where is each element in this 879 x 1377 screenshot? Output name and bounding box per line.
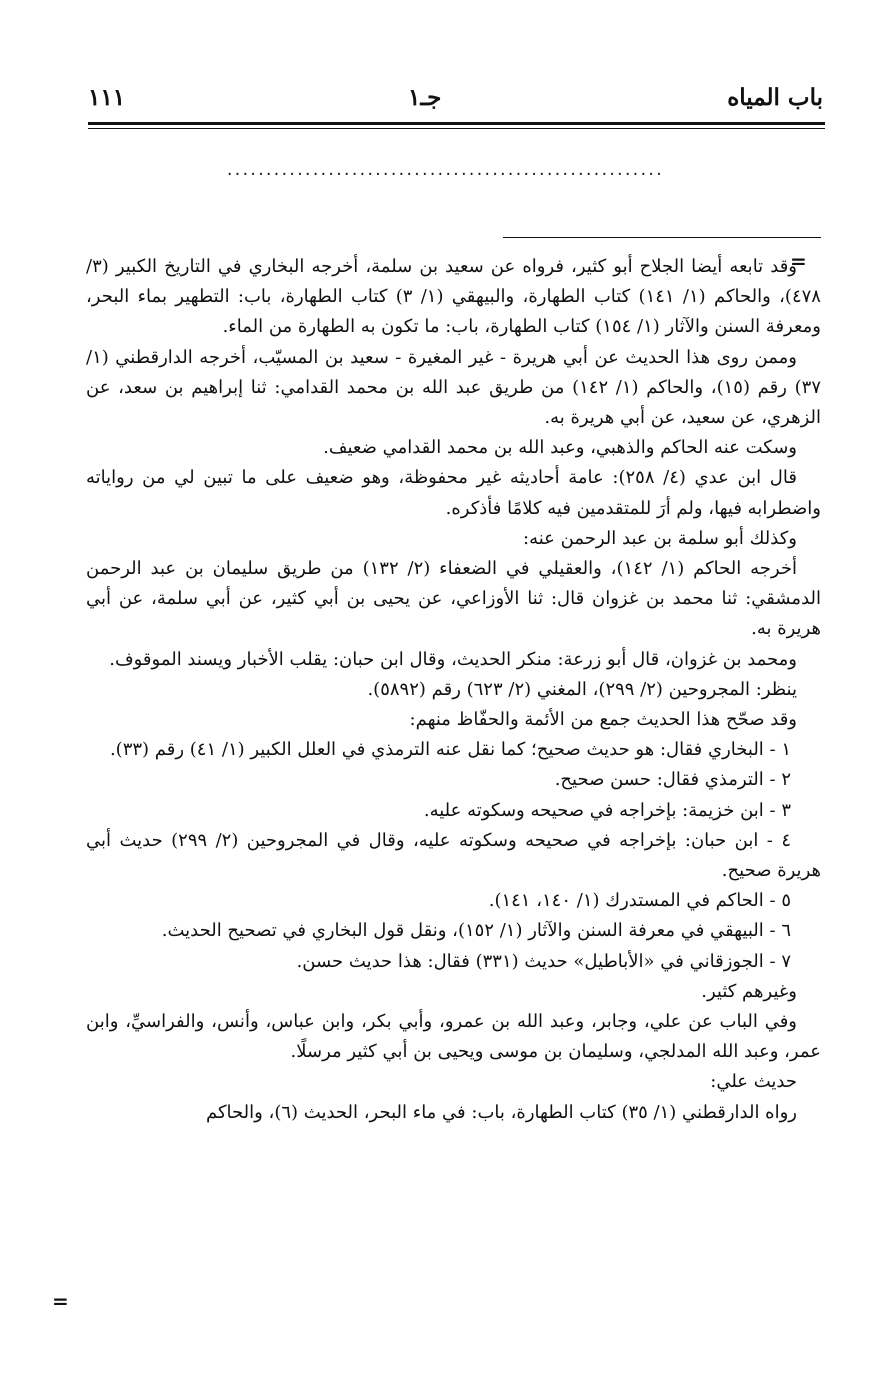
list-item: ١ - البخاري فقال: هو حديث صحيح؛ كما نقل عنه الترمذي في العلل الكبير (١/ ٤١) رقم (٣٣). bbox=[109, 739, 791, 761]
footnote-body bbox=[86, 249, 821, 1297]
paragraph: وقد صحّح هذا الحديث جمع من الأئمة والحفّاظ منهم: bbox=[409, 709, 797, 731]
main-text-ellipsis: ........................................................ bbox=[226, 160, 664, 180]
continuation-mark-bottom: = bbox=[52, 1289, 69, 1313]
page-header bbox=[88, 78, 823, 118]
paragraph: ينظر: المجروحين (٢/ ٢٩٩)، المغني (٢/ ٦٢٣) رقم (٥٨٩٢). bbox=[367, 678, 797, 700]
continuation-mark-top: = bbox=[790, 249, 807, 273]
paragraph: وكذلك أبو سلمة بن عبد الرحمن عنه: bbox=[523, 527, 797, 549]
paragraph: وممن روى هذا الحديث عن أبي هريرة - غير المغيرة - سعيد بن المسيّب، أخرجه الدارقطني (١/ ٣٧) رقم (١٥)، والحاكم (١/ ١٤٢) من طريق عبد الله بن محمد القدامي: ثنا إبراهيم بن سعد، عن الزهري، عن سعيد، عن أبي هريرة به. bbox=[86, 346, 821, 429]
paragraph: ومحمد بن غزوان، قال أبو زرعة: منكر الحديث، وقال ابن حبان: يقلب الأخبار ويسند الموقوف. bbox=[109, 648, 797, 670]
page-number: ١١١ bbox=[88, 84, 126, 111]
list-item: ٣ - ابن خزيمة: بإخراجه في صحيحه وسكوته عليه. bbox=[423, 799, 791, 821]
footnote-rule bbox=[503, 237, 821, 238]
list-item: ٦ - البيهقي في معرفة السنن والآثار (١/ ١٥٢)، ونقل قول البخاري في تصحيح الحديث. bbox=[161, 920, 791, 942]
list-item: ٥ - الحاكم في المستدرك (١/ ١٤٠، ١٤١). bbox=[488, 890, 791, 912]
header-rule-thick bbox=[88, 122, 825, 125]
paragraph: وغيرهم كثير. bbox=[701, 980, 797, 1002]
list-item: ٧ - الجوزقاني في «الأباطيل» حديث (٣٣١) فقال: هذا حديث حسن. bbox=[296, 950, 791, 972]
list-item: ٢ - الترمذي فقال: حسن صحيح. bbox=[554, 769, 791, 791]
paragraph: وقد تابعه أيضا الجلاح أبو كثير، فرواه عن سعيد بن سلمة، أخرجه البخاري في التاريخ الكبير (٣/ ٤٧٨)، والحاكم (١/ ١٤١) كتاب الطهارة، والبيهقي (١/ ٣) كتاب الطهارة، باب: التطهير بماء البحر، ومعرفة السنن والآثار (١/ ١٥٤) كتاب الطهارة، باب: ما تكون به الطهارة من الماء. bbox=[86, 256, 821, 338]
chapter-title: باب المياه bbox=[727, 84, 823, 111]
paragraph: وسكت عنه الحاكم والذهبي، وعبد الله بن محمد القدامي ضعيف. bbox=[323, 437, 797, 459]
paragraph: قال ابن عدي (٤/ ٢٥٨): عامة أحاديثه غير محفوظة، وهو ضعيف على ما تبين لي من رواياته واضطرابه فيها، ولم أرَ للمتقدمين فيه كلامًا فأذكره. bbox=[86, 467, 821, 519]
list-item: ٤ - ابن حبان: بإخراجه في صحيحه وسكوته عليه، وقال في المجروحين (٢/ ٢٩٩) حديث أبي هريرة صحيح. bbox=[86, 829, 821, 882]
paragraph: وفي الباب عن علي، وجابر، وعبد الله بن عمرو، وأبي بكر، وابن عباس، وأنس، والفراسيِّ، وابن عمر، وعبد الله المدلجي، وسليمان بن موسى ويحيى بن أبي كثير مرسلًا. bbox=[86, 1011, 821, 1063]
paragraph: أخرجه الحاكم (١/ ١٤٢)، والعقيلي في الضعفاء (٢/ ١٣٢) من طريق سليمان بن عبد الرحمن الدمشقي: ثنا محمد بن غزوان قال: ثنا الأوزاعي، عن يحيى بن أبي كثير، عن أبي سلمة، عن أبي هريرة به. bbox=[86, 558, 821, 640]
paragraph: رواه الدارقطني (١/ ٣٥) كتاب الطهارة، باب: في ماء البحر، الحديث (٦)، والحاكم bbox=[205, 1101, 797, 1123]
paragraph: حديث علي: bbox=[710, 1071, 797, 1093]
volume-label: جـ١ bbox=[408, 84, 442, 111]
header-rule-thin bbox=[88, 128, 825, 129]
